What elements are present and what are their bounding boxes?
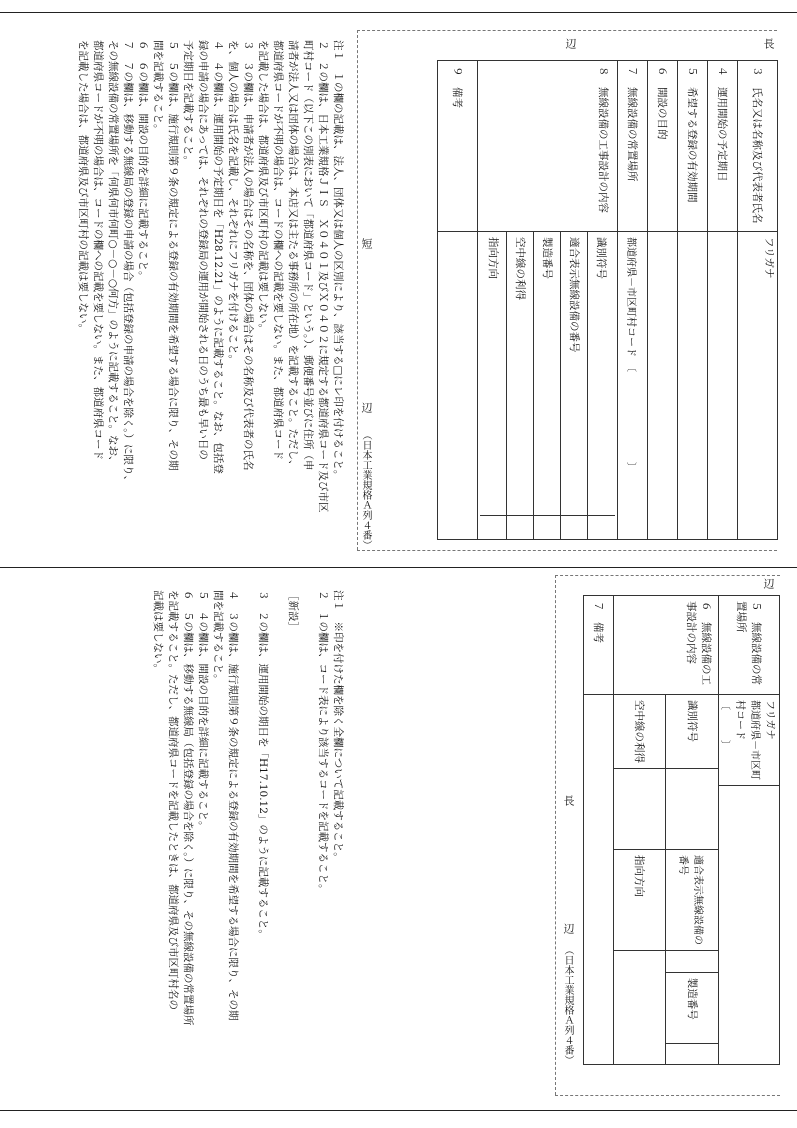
bottom-row7-value <box>584 695 614 1065</box>
bottom-note-line: ３ ２の欄は、運用開始の期日を「H17.10.12」のように記載すること。 <box>257 590 269 940</box>
bottom-form-dashed-edge-left <box>555 575 556 1095</box>
bottom-rule <box>0 1110 797 1111</box>
bottom-row5-label: ５ 無線設備の常置場所 <box>719 596 780 695</box>
top-note-line: ５ ５の欄は、施行規則第９条の規定による登録の有効期間を希望する場合に限り、その期 <box>167 40 179 471</box>
bottom-form-dashed-edge-bottom <box>555 1095 780 1096</box>
top-row5-label: ５ 希望する登録の有効期間 <box>678 61 708 232</box>
top-edge-label-2: 辺 <box>360 402 373 413</box>
top-row5-value <box>678 232 708 540</box>
top-side-label-short: 短 <box>360 238 373 249</box>
b-equip-id-label: 識別符号 <box>666 695 718 769</box>
top-row8-equipment <box>478 232 618 540</box>
b-equip-direction-label: 指向方向 <box>614 850 666 951</box>
bottom-note-line: を記載すること。ただし、都道府県コードを記載したときは、都道府県及び市区町村名の <box>167 590 179 1010</box>
bottom-edge-label-top: 辺 <box>762 578 775 589</box>
bottom-notes <box>150 590 345 1100</box>
top-row9-label: ９ 備考 <box>438 61 478 232</box>
top-note-line: ７ ７の欄は、移動する無線局の登録の申請の場合（包括登録の申請の場合を除く。）に限り、 <box>122 40 134 487</box>
top-note-line: 予定期日を記載すること。 <box>182 40 194 166</box>
bottom-note-line: 間を記載すること。 <box>212 590 224 685</box>
top-row3-label: ３ 氏名又は名称及び代表者氏名 <box>738 61 778 232</box>
equip-direction-label: 指向方向 <box>480 232 507 515</box>
bottom-note-line <box>240 590 255 1100</box>
top-row4-value <box>708 232 738 540</box>
bottom-note-line <box>300 590 315 1100</box>
top-note-line: 録の申請の場合にあっては、それぞれの登録局の運用が開始される日のうち最も早い日の <box>197 40 209 460</box>
top-row8-label: ８ 無線設備の工事設計の内容 <box>478 61 618 232</box>
top-note-line: を、個人の場合は氏名を記載し、それぞれにフリガナを付けること。 <box>227 40 239 365</box>
bottom-side-label-long: 長 <box>562 795 575 806</box>
top-note-line: 町村コード（以下この別表において「都道府県コード」という。）、郵便番号並びに住所（申 <box>302 40 314 471</box>
bottom-form-dashed-edge-top <box>555 575 780 576</box>
equip-serial-label: 製造番号 <box>534 232 561 515</box>
bottom-note-line: ５ ４の欄は、開設の目的を詳細に記載すること。 <box>197 590 209 832</box>
bottom-note-line: ６ ５の欄は、移動する無線局（包括登録の場合を除く。）に限り、その無線設備の常置場所 <box>182 590 194 1026</box>
b-equip-gain-label: 空中線の利得 <box>614 695 666 769</box>
top-form-dashed-edge-bottom <box>357 550 777 551</box>
bottom-row6-equipment <box>614 695 719 1065</box>
top-row7-label: ７ 無線設備の常置場所 <box>618 61 648 232</box>
equip-gain-label: 空中線の利得 <box>507 232 534 515</box>
bottom-note-line: ［新設］ <box>287 590 299 632</box>
bottom-row6-label: ６ 無線設備の工事設計の内容 <box>614 596 719 695</box>
equip-id-label: 識別符号 <box>588 232 615 515</box>
bottom-note-line <box>270 590 285 1100</box>
bottom-standard-note: （日本工業規格Ａ列４番） <box>562 945 573 1065</box>
top-row6-value <box>648 232 678 540</box>
top-rule <box>0 12 797 13</box>
bottom-row5-value: フリガナ 都道府県－市区町村コード〔 〕 <box>719 695 780 786</box>
equip-cert-label: 適合表示無線設備の番号 <box>561 232 588 515</box>
top-note-line: ６ ６の欄は、開設の目的を詳細に記載すること。 <box>137 40 149 282</box>
top-standard-note: （日本工業規格Ａ列４番） <box>360 430 371 550</box>
bottom-row7-label: ７ 備考 <box>584 596 614 695</box>
top-note-line: 請者が法人又は団体の場合は、本店又は主たる事務所の所在地）を記載すること。ただし、 <box>287 40 299 471</box>
top-row6-label: ６ 開設の目的 <box>648 61 678 232</box>
middle-rule <box>0 567 797 568</box>
top-note-line: ２ ２の欄は、日本工業規格ＪＩＳ Ｘ０４０１及びＸ０４０２に規定する都道府県コード及び市区 <box>317 40 329 513</box>
top-note-line: 間を記載すること。 <box>152 40 164 135</box>
top-note-line: 都道府県コードが不明の場合は、コードの欄への記載を要しない。また、都道府県コード <box>92 40 104 460</box>
bottom-form-table <box>583 595 780 1065</box>
bottom-row5-empty <box>719 786 780 1065</box>
top-note-line: を記載した場合は、都道府県及び市区町村の記載は要しない。 <box>257 40 269 334</box>
top-row3-value: フリガナ <box>738 232 778 540</box>
top-form-table-wrap <box>378 60 778 540</box>
bottom-note-line: 注１ ※印を付けた欄を除く全欄について記載すること。 <box>332 590 344 863</box>
bottom-note-line: ４ ３の欄は、施行規則第９条の規定による登録の有効期間を希望する場合に限り、その期 <box>227 590 239 1021</box>
top-row4-label: ４ 運用開始の予定期日 <box>708 61 738 232</box>
top-note-line: ３ ３の欄は、申請者が法人の場合はその名称を、団体の場合はその名称及び代表者の氏名 <box>242 40 254 471</box>
top-row7-value: 都道府県－市区町村コード 〔 〕 <box>618 232 648 540</box>
b-equip-cert-label: 適合表示無線設備の番号 <box>666 850 718 951</box>
top-notes <box>75 40 345 550</box>
top-form-table <box>437 60 778 540</box>
top-note-line: を記載した場合は、都道府県及び市区町村の記載は要しない。 <box>77 40 89 334</box>
top-form-dashed-edge-top <box>357 30 777 31</box>
top-side-label-long: 長 <box>762 38 775 49</box>
top-note-line: 注１ １の欄の記載は、法人、団体又は個人の区別により、該当する□にレ印を付けること。 <box>332 40 344 481</box>
bottom-form-table-wrap <box>580 595 780 1065</box>
top-row9-value <box>438 232 478 540</box>
top-note-line: その無線設備の常置場所を「何県何市何町○－○－○何方」のように記載すること。なお、 <box>107 40 119 467</box>
top-note-line: ４ ４の欄は、運用開始の予定期日を「H28.12.21」のように記載すること。なお、包括登 <box>212 40 224 474</box>
bottom-edge-label: 辺 <box>562 923 575 934</box>
bottom-note-line: ２ １の欄は、コード表により該当するコードを記載すること。 <box>317 590 329 895</box>
bottom-note-line: 記載は要しない。 <box>152 590 164 674</box>
top-edge-label: 辺 <box>564 38 577 49</box>
b-equip-serial-label: 製造番号 <box>666 972 718 1043</box>
top-note-line: 都道府県コードが不明の場合は、コードの欄への記載を要しない。また、都道府県コード <box>272 40 284 460</box>
